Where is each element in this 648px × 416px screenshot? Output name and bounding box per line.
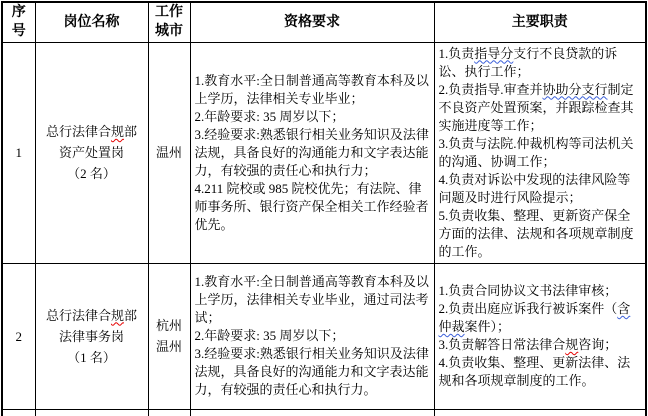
text-segment: 3.负责解答日常法律合 (438, 337, 566, 352)
text-segment: 部 (124, 307, 138, 323)
text-segment: 2.负责出庭应诉我行被诉案件（ (438, 301, 618, 316)
text-paragraph (195, 273, 430, 327)
job-postings-table (1, 1, 647, 416)
text-segment: 温州 (155, 339, 182, 354)
text-paragraph (151, 336, 188, 357)
column-header-seq: 序号 (2, 2, 35, 42)
text-paragraph (38, 305, 146, 326)
grammar-underline: 指导分 (474, 45, 514, 61)
text-segment: （1 名） (67, 349, 116, 365)
text-paragraph (439, 171, 642, 207)
text-segment: 1.教育水平:全日制普通高等教育本科及以上学历，法律相关专业毕业； (194, 72, 429, 106)
text-segment: 2.负责指导.审查并 (438, 81, 543, 97)
work-city-cell (148, 409, 190, 416)
column-header-position: 岗位名称 (35, 2, 148, 42)
text-paragraph (38, 347, 146, 368)
text-segment: 支行不良贷款的诉讼、执行工作； (438, 45, 618, 79)
text-paragraph (195, 327, 430, 345)
table-row (2, 42, 646, 263)
text-paragraph (195, 72, 430, 108)
text-segment: 4.负责对诉讼中发现的法律风险等问题及时进行风险提示； (438, 171, 631, 205)
text-paragraph (195, 345, 430, 399)
table-row (2, 263, 646, 409)
text-paragraph (439, 300, 642, 336)
text-paragraph (439, 81, 642, 135)
text-paragraph (439, 336, 642, 354)
responsibilities-cell (434, 263, 646, 409)
text-segment: 4.211 院校或 985 院校优先；有法院、律师事务所、银行资产保全相关工作经验者优先。 (194, 180, 429, 232)
spellcheck-underline: 规 (110, 307, 124, 323)
text-paragraph (38, 163, 146, 184)
grammar-underline: 协助分支行 (542, 81, 608, 97)
qualifications-cell (190, 409, 434, 416)
seq-cell (2, 409, 35, 416)
table-header-row (2, 2, 646, 42)
text-segment: 咨询； (578, 337, 618, 352)
column-header-qualifications: 资格要求 (190, 2, 434, 42)
text-segment: 部 (124, 124, 138, 139)
job-table-body (2, 42, 646, 416)
text-segment: 杭州 (155, 318, 182, 333)
qualifications-cell (190, 42, 434, 263)
grammar-underline: 含仲裁 (438, 301, 631, 334)
position-name-cell (35, 409, 148, 416)
text-paragraph (195, 108, 430, 126)
responsibilities-cell (434, 42, 646, 263)
text-paragraph (439, 207, 642, 261)
text-segment: 资产处置岗 (58, 145, 124, 160)
text-paragraph (38, 121, 146, 142)
text-paragraph (439, 135, 642, 171)
text-paragraph (151, 315, 188, 336)
text-segment: 3.经验要求:熟悉银行相关业务知识及法律法规，具备良好的沟通能力和文字表达能力，有较强的责任心和执行力。 (194, 346, 429, 397)
seq-cell: 1 (2, 42, 35, 263)
text-segment: 5.负责收集、整理、更新资产保全方面的法律、法规和各项规章制度的工作。 (438, 207, 634, 259)
column-header-duties: 主要职责 (434, 2, 646, 42)
text-segment: 案件）； (464, 319, 511, 334)
text-paragraph (151, 142, 188, 163)
text-paragraph (195, 180, 430, 234)
text-segment: 1.负责 (438, 45, 475, 61)
column-header-city: 工作城市 (148, 2, 190, 42)
text-segment: （2 名） (67, 166, 116, 181)
spellcheck-underline: 规 (110, 124, 124, 139)
text-segment: 总行法律合 (45, 124, 111, 139)
qualifications-cell (190, 263, 434, 409)
spellcheck-underline: 规 (565, 337, 579, 352)
text-paragraph (38, 142, 146, 163)
text-segment: 3.经验要求:熟悉银行相关业务知识及法律法规，具备良好的沟通能力和文字表达能力，有较强的责任心和执行力； (194, 126, 429, 178)
text-segment: 4.负责收集、整理、更新法律、法规和各项规章制度的工作。 (438, 355, 631, 388)
text-segment: 制定不良资产处置预案，并跟踪检查其实施进度等工作； (438, 81, 634, 133)
seq-cell: 2 (2, 263, 35, 409)
position-name-cell (35, 42, 148, 263)
work-city-cell (148, 263, 190, 409)
text-segment: 3.负责与法院.仲裁机构等司法机关的沟通、协调工作； (438, 135, 634, 169)
text-paragraph (195, 126, 430, 180)
text-segment: 温州 (155, 145, 182, 160)
text-segment: 2.年龄要求: 35 周岁以下； (194, 108, 345, 124)
text-paragraph (439, 45, 642, 81)
text-segment: 2.年龄要求: 35 周岁以下； (194, 328, 345, 343)
text-segment: 1.教育水平:全日制普通高等教育本科及以上学历，法律相关专业毕业，通过司法考试； (194, 274, 429, 325)
responsibilities-cell (434, 409, 646, 416)
work-city-cell (148, 42, 190, 263)
position-name-cell (35, 263, 148, 409)
text-segment: 1.负责合同协议文书法律审核； (438, 283, 618, 298)
text-segment: 法律事务岗 (58, 328, 124, 344)
table-row (2, 409, 646, 416)
text-paragraph (38, 326, 146, 347)
text-segment: 总行法律合 (45, 307, 111, 323)
text-paragraph (439, 282, 642, 300)
text-paragraph (439, 354, 642, 390)
